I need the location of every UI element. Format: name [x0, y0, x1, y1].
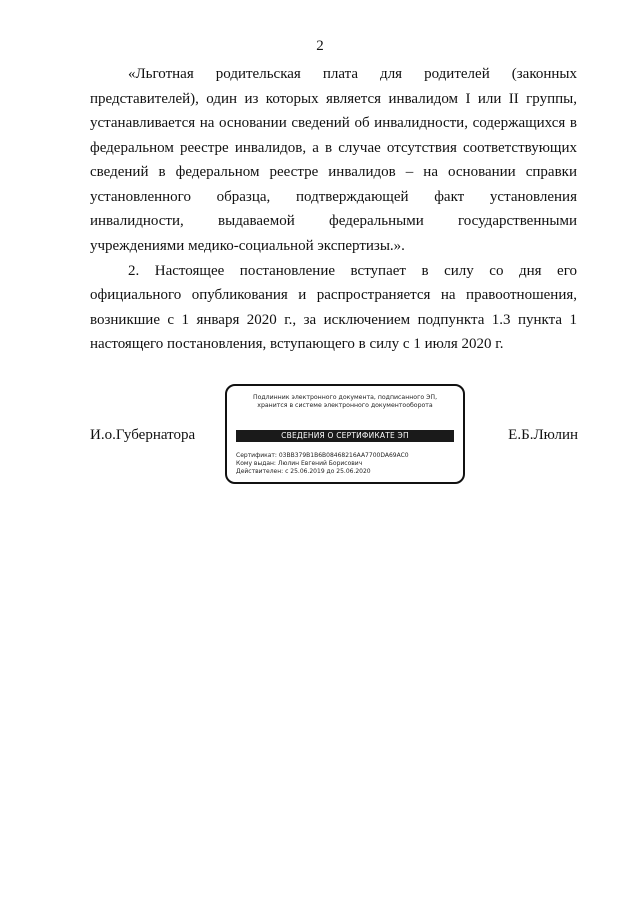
- valid-label: Действителен:: [236, 468, 286, 475]
- page-number: 2: [316, 38, 324, 54]
- stamp-header-line-2: хранится в системе электронного документооборота: [257, 402, 433, 409]
- stamp-header-line-1: Подлинник электронного документа, подписанного ЭП,: [252, 394, 438, 401]
- issued-to-label: Кому выдан:: [236, 460, 278, 467]
- electronic-signature-stamp: [225, 384, 465, 484]
- issued-to-value: Люлин Евгений Борисович: [277, 460, 363, 467]
- valid-row: [236, 468, 457, 476]
- signatory-position: И.о.Губернатора: [90, 427, 196, 443]
- paragraph-effective-date: 2. Настоящее постановление вступает в силу со дня его официального опубликования и распространяется на правоотношения, возникшие с 1 января 2020 г., за исключением подпункта 1.3 пункта 1 настоящего постановления, вступающего в силу с 1 июля 2020 г.: [90, 262, 577, 352]
- valid-value: с 25.06.2019 до 25.06.2020: [285, 468, 371, 475]
- issued-to-row: [236, 460, 457, 468]
- stamp-title-bar: СВЕДЕНИЯ О СЕРТИФИКАТЕ ЭП: [236, 430, 454, 442]
- certificate-label: Сертификат:: [236, 452, 279, 459]
- stamp-header: [227, 394, 463, 410]
- signatory-name: Е.Б.Люлин: [508, 427, 578, 443]
- certificate-value: 03BB379B1B6B08468216AA7700DA69AC0: [278, 452, 409, 459]
- paragraph-preferential-fee: «Льготная родительская плата для родителей (законных представителей), один из которых является инвалидом I или II группы, устанавливается на основании сведений об инвалидности, содержащихся в федеральном реестре инвалидов, а в случае отсутствия соответствующих сведений в федеральном реестре инвалидов – на основании справки установленного образца, подтверждающей факт установления инвалидности, выдаваемой федеральными государственными учреждениями медико-социальной экспертизы.».: [90, 66, 577, 254]
- stamp-details: [236, 452, 457, 476]
- certificate-row: [236, 452, 457, 460]
- document-body: [90, 62, 577, 357]
